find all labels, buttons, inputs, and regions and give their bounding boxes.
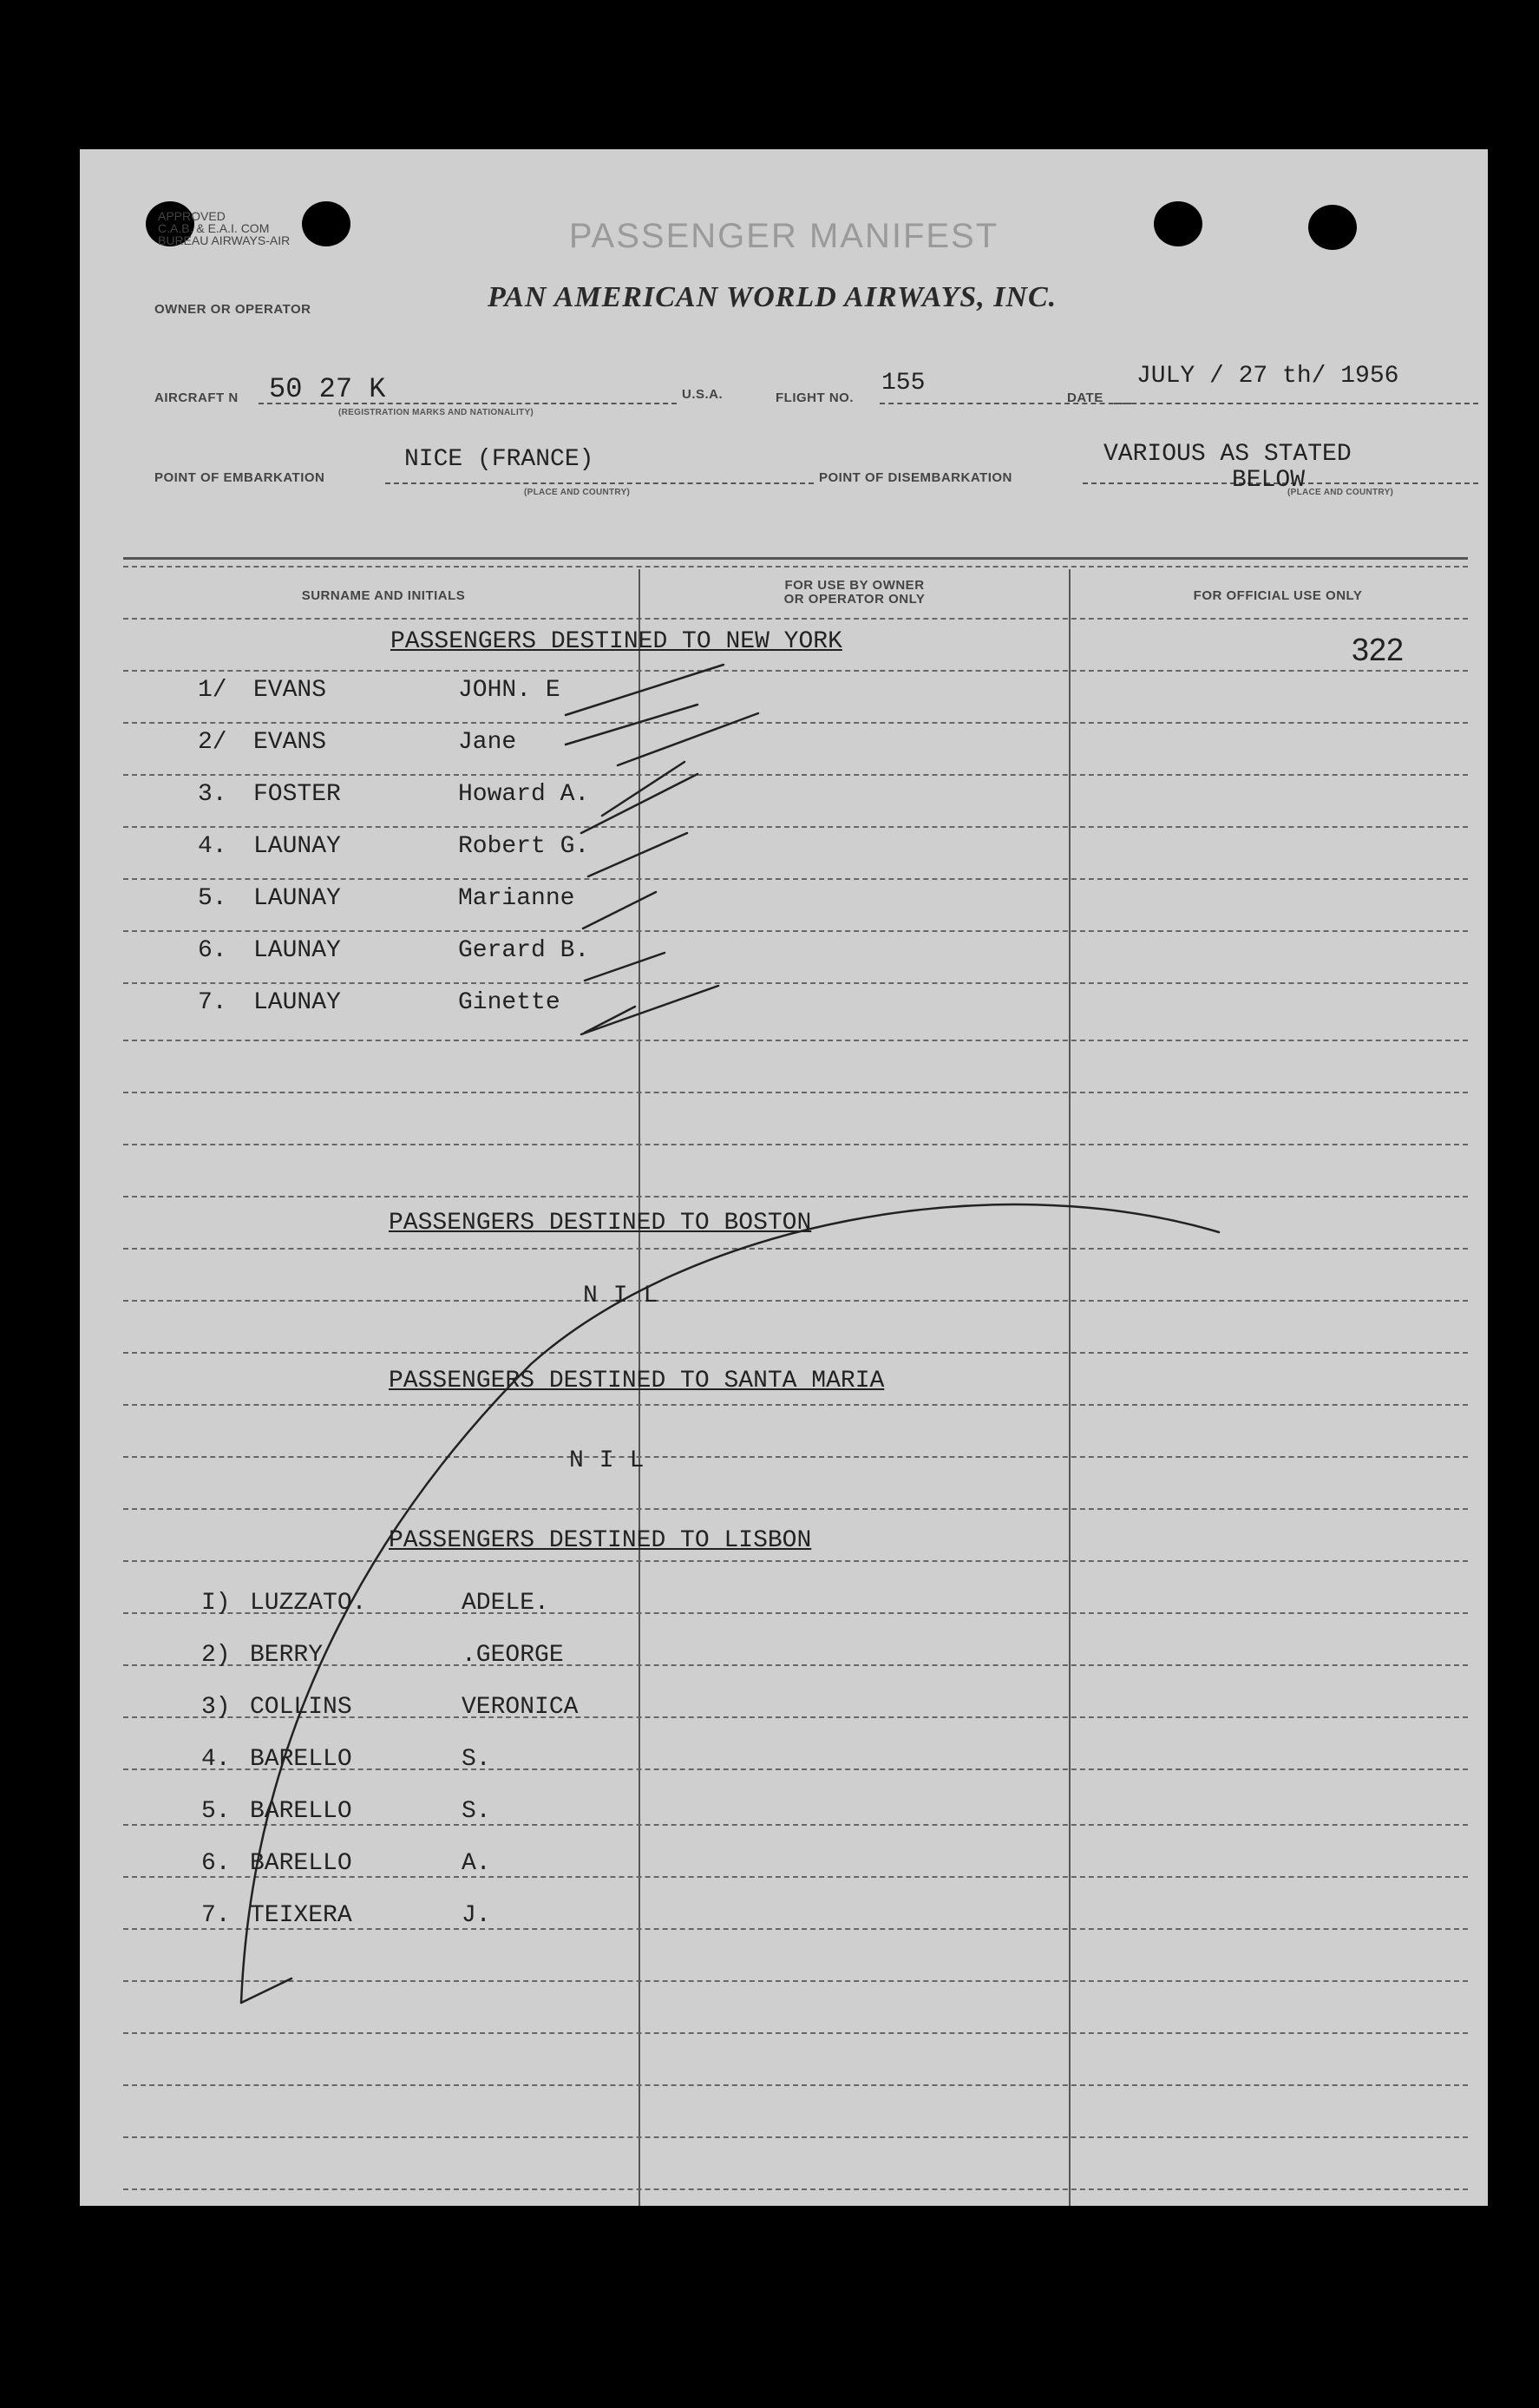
passenger-surname: BARELLO [250,1746,352,1773]
boston-nil: NIL [583,1283,674,1309]
manifest-sheet [80,149,1488,2206]
passenger-initials: JOHN. E [458,677,560,704]
owner-label: OWNER OR OPERATOR [154,302,311,317]
embark-value: NICE (FRANCE) [404,446,594,473]
section-heading-santa-maria: PASSENGERS DESTINED TO SANTA MARIA [389,1368,885,1394]
passenger-initials: S. [462,1746,491,1773]
flight-label: FLIGHT NO. [776,390,854,405]
passenger-number: I) [201,1590,231,1617]
passenger-number: 7. [201,1902,231,1929]
disembark-label: POINT OF DISEMBARKATION [819,470,1012,485]
column-header-surname: SURNAME AND INITIALS [301,588,466,603]
embark-label: POINT OF EMBARKATION [154,470,325,485]
passenger-number: 4. [198,833,227,860]
passenger-number: 3. [198,781,227,808]
passenger-initials: Ginette [458,989,560,1016]
passenger-number: 5. [201,1798,231,1825]
passenger-initials: .GEORGE [462,1642,564,1669]
passenger-surname: BARELLO [250,1798,352,1825]
passenger-number: 6. [201,1850,231,1877]
column-header-official: FOR OFFICIAL USE ONLY [1193,588,1363,603]
section-heading-boston: PASSENGERS DESTINED TO BOSTON [389,1210,812,1237]
passenger-initials: Marianne [458,885,575,912]
passenger-initials: S. [462,1798,491,1825]
passenger-initials: Jane [458,729,517,756]
santa-maria-nil: NIL [569,1447,660,1474]
column-header-owner-line2: OR OPERATOR ONLY [783,592,926,607]
embark-caption: (PLACE AND COUNTRY) [524,488,631,497]
passenger-surname: LAUNAY [253,937,341,964]
flight-value: 155 [881,370,926,397]
passenger-initials: ADELE. [462,1590,549,1617]
usa-label: U.S.A. [682,387,724,402]
passenger-initials: Howard A. [458,781,590,808]
passenger-surname: LUZZATO. [250,1590,367,1617]
passenger-number: 2/ [198,729,227,756]
official-number: 322 [1352,632,1405,667]
passenger-surname: BARELLO [250,1850,352,1877]
passenger-surname: TEIXERA [250,1902,352,1929]
passenger-surname: FOSTER [253,781,341,808]
passenger-number: 6. [198,937,227,964]
section-heading-lisbon: PASSENGERS DESTINED TO LISBON [389,1527,812,1554]
passenger-initials: Robert G. [458,833,590,860]
date-label: DATE [1067,390,1103,405]
column-header-owner-line1: FOR USE BY OWNER [784,578,925,593]
owner-name: PAN AMERICAN WORLD AIRWAYS, INC. [488,281,1058,313]
passenger-surname: LAUNAY [253,833,341,860]
section-heading-new-york: PASSENGERS DESTINED TO NEW YORK [390,628,842,655]
passenger-surname: EVANS [253,677,327,704]
passenger-number: 4. [201,1746,231,1773]
pen-marks [80,149,1488,2206]
disembark-value-line2: BELOW [1232,467,1306,494]
passenger-surname: COLLINS [250,1694,352,1721]
passenger-number: 2) [201,1642,231,1669]
page-title: PASSENGER MANIFEST [568,217,999,255]
passenger-surname: EVANS [253,729,327,756]
passenger-surname: LAUNAY [253,989,341,1016]
passenger-number: 3) [201,1694,231,1721]
passenger-initials: A. [462,1850,491,1877]
aircraft-label: AIRCRAFT N [154,390,239,405]
passenger-number: 1/ [198,677,227,704]
disembark-value-line1: VARIOUS AS STATED [1103,441,1352,468]
passenger-initials: J. [462,1902,491,1929]
disembark-caption: (PLACE AND COUNTRY) [1287,488,1394,497]
passenger-number: 5. [198,885,227,912]
approved-stamp: APPROVED C.A.B. & E.A.I. COM BUREAU AIRWAYS-AIR [158,209,291,247]
passenger-surname: BERRY [250,1642,324,1669]
passenger-number: 7. [198,989,227,1016]
aircraft-caption: (REGISTRATION MARKS AND NATIONALITY) [338,408,534,417]
passenger-surname: LAUNAY [253,885,341,912]
passenger-initials: Gerard B. [458,937,590,964]
aircraft-value: 50 27 K [269,373,386,405]
date-value: JULY / 27 th/ 1956 [1136,363,1399,390]
passenger-initials: VERONICA [462,1694,579,1721]
